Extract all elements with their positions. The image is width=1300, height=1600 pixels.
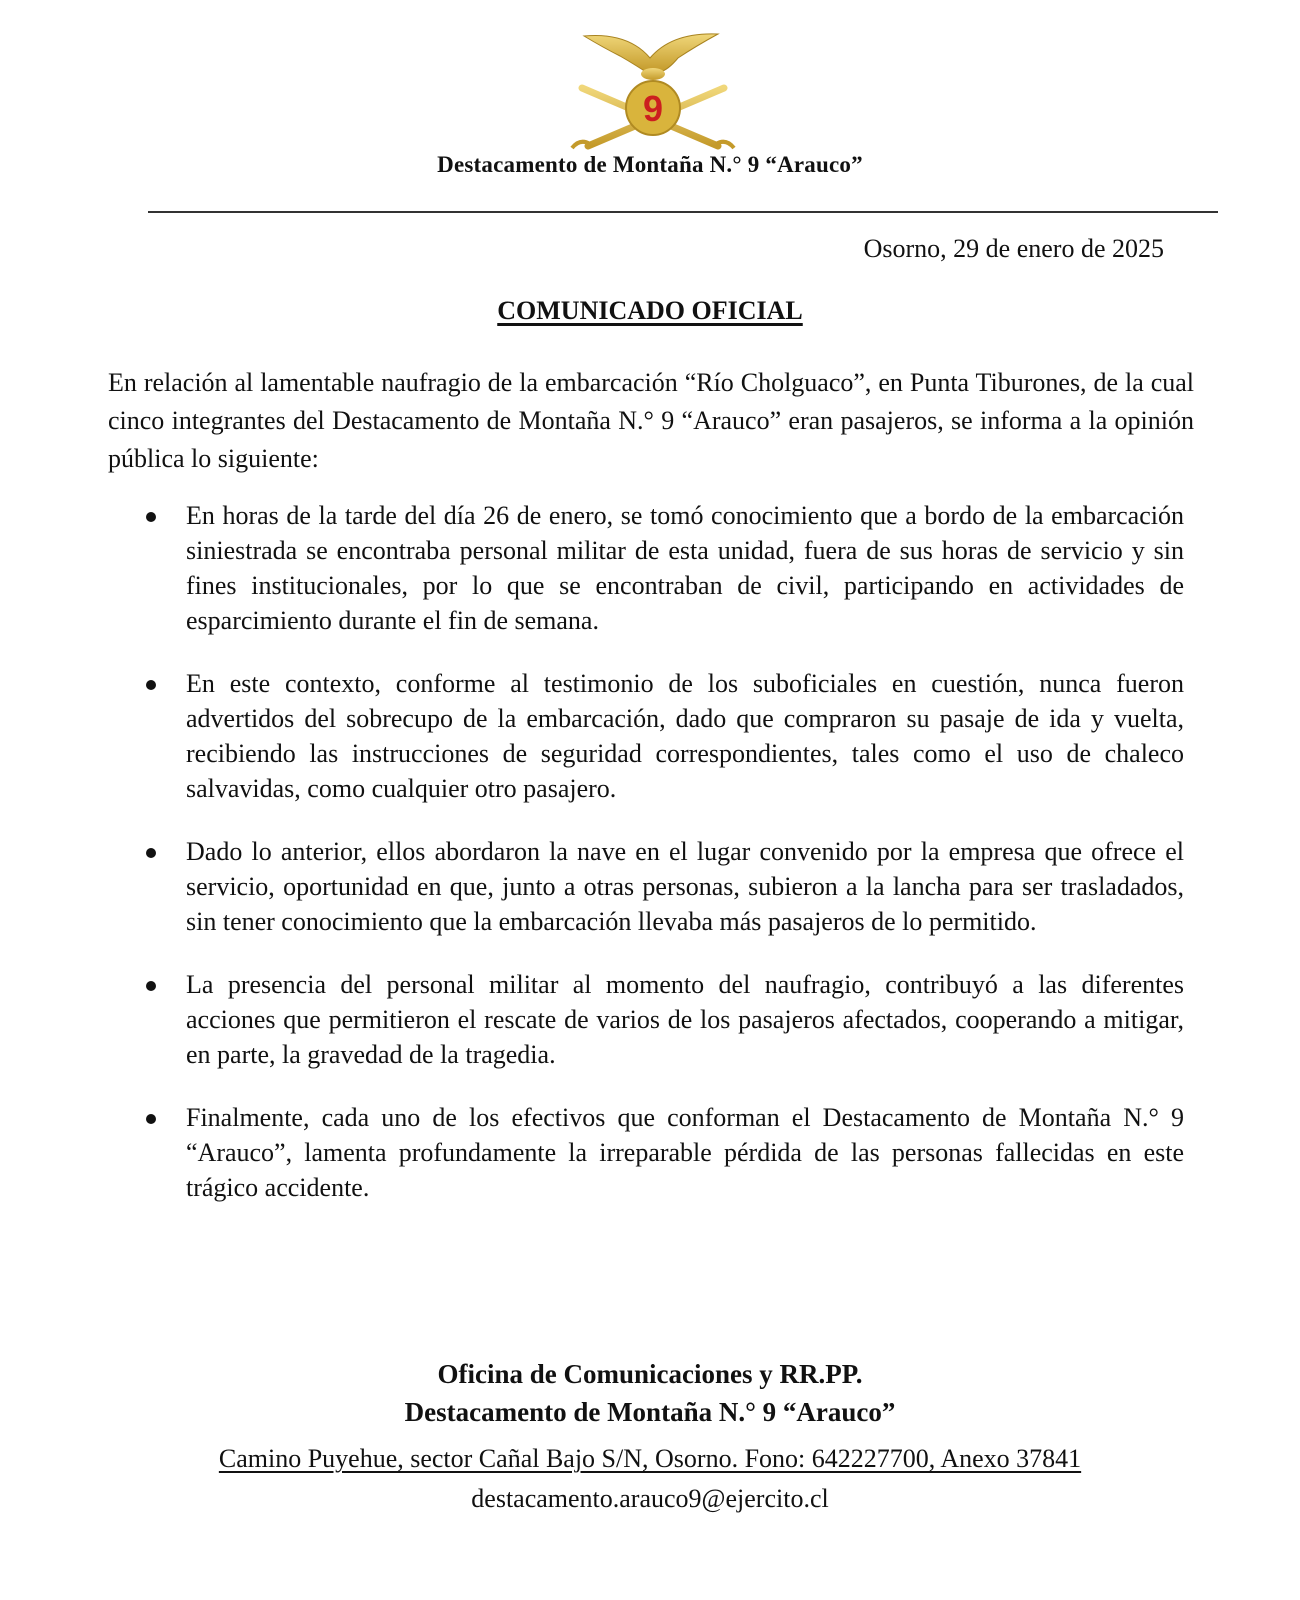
- footer-email[interactable]: destacamento.arauco9@ejercito.cl: [471, 1484, 829, 1513]
- footer-address: [0, 1444, 1300, 1474]
- bullet-icon: [146, 1114, 156, 1124]
- list-item: [144, 834, 1184, 939]
- bullet-icon: [146, 848, 156, 858]
- date-line: Osorno, 29 de enero de 2025: [863, 234, 1164, 263]
- document-title: [0, 296, 1300, 326]
- bullet-icon: [146, 680, 156, 690]
- emblem-number: 9: [642, 88, 664, 129]
- signature-block: [0, 1355, 1300, 1431]
- unit-name-heading: Destacamento de Montaña N.° 9 “Arauco”: [437, 152, 863, 177]
- list-item: [144, 498, 1184, 638]
- office-name: Oficina de Comunicaciones y RR.PP.: [437, 1359, 863, 1389]
- list-item-text: En este contexto, conforme al testimonio de los suboficiales en cuestión, nunca fueron advertidos del sobrecupo de la embarcación, dado que compraron su pasaje de ida y vuelta, recibiendo las instrucciones de seguridad correspondientes, tales como el uso de chaleco salvavidas, como cualquier otro pasajero.: [186, 669, 1184, 803]
- bullet-icon: [146, 981, 156, 991]
- bullet-icon: [146, 512, 156, 522]
- signature-unit-name: Destacamento de Montaña N.° 9 “Arauco”: [404, 1397, 896, 1427]
- list-item: [144, 1100, 1184, 1205]
- intro-paragraph: En relación al lamentable naufragio de la embarcación “Río Cholguaco”, en Punta Tiburones, de la cual cinco integrantes del Destacamento de Montaña N.° 9 “Arauco” eran pasajeros, se informa a la opinión pública lo siguiente:: [108, 368, 1194, 473]
- list-item-text: Dado lo anterior, ellos abordaron la nave en el lugar convenido por la empresa que ofrece el servicio, oportunidad en que, junto a otras personas, subieron a la lancha para ser trasladados, sin tener conocimiento que la embarcación llevaba más pasajeros de lo permitido.: [186, 837, 1184, 936]
- header-divider: [148, 211, 1218, 213]
- list-item-text: La presencia del personal militar al momento del naufragio, contribuyó a las diferentes acciones que permitieron el rescate de varios de los pasajeros afectados, cooperando a mitigar, en parte, la gravedad de la tragedia.: [186, 970, 1184, 1069]
- list-item-text: Finalmente, cada uno de los efectivos que conforman el Destacamento de Montaña N.° 9 “Arauco”, lamenta profundamente la irreparable pérdida de las personas fallecidas en este trágico accidente.: [186, 1103, 1184, 1202]
- list-item: [144, 666, 1184, 806]
- list-item-text: En horas de la tarde del día 26 de enero, se tomó conocimiento que a bordo de la embarcación siniestrada se encontraba personal militar de esta unidad, fuera de sus horas de servicio y sin fines institucionales, por lo que se encontraban de civil, participando en actividades de esparcimiento durante el fin de semana.: [186, 501, 1184, 635]
- document-title-text: COMUNICADO OFICIAL: [497, 296, 803, 325]
- statement-list: [144, 498, 1184, 1233]
- address-text: Camino Puyehue, sector Cañal Bajo S/N, Osorno. Fono: 642227700, Anexo 37841: [218, 1444, 1082, 1473]
- unit-emblem-icon: [568, 28, 738, 158]
- list-item: [144, 967, 1184, 1072]
